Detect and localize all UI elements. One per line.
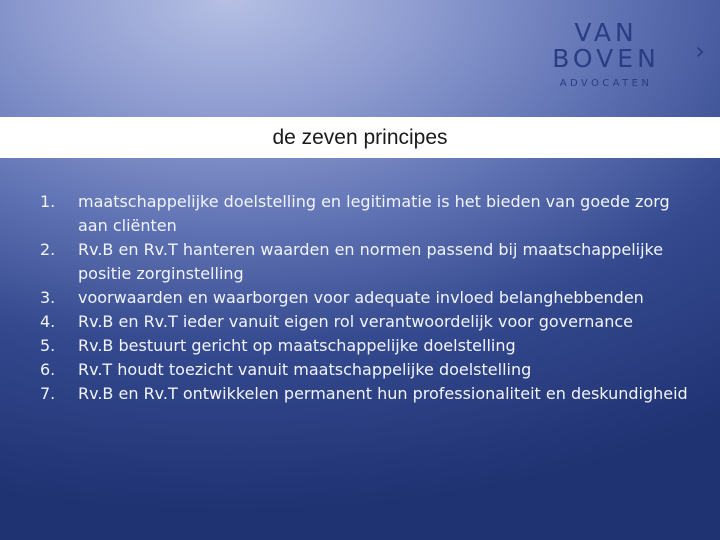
- list-item: [40, 382, 700, 406]
- list-item-number: 5.: [40, 336, 56, 355]
- company-logo: [548, 20, 664, 89]
- list-item-text: Rv.B en Rv.T ieder vanuit eigen rol verantwoordelijk voor governance: [78, 312, 633, 331]
- list-item-number: 2.: [40, 240, 56, 259]
- list-item: [40, 238, 700, 286]
- list-item: [40, 190, 700, 238]
- list-item-number: 6.: [40, 360, 56, 379]
- list-item-number: 1.: [40, 192, 56, 211]
- list-item: [40, 286, 700, 310]
- list-item: [40, 358, 700, 382]
- chevron-right-icon[interactable]: ›: [695, 37, 705, 65]
- list-item-number: 4.: [40, 312, 56, 331]
- list-item-text: maatschappelijke doelstelling en legitimatie is het bieden van goede zorg aan cliënten: [78, 192, 670, 235]
- logo-subtitle: ADVOCATEN: [559, 78, 653, 89]
- list-item-number: 7.: [40, 384, 56, 403]
- list-item-text: Rv.B bestuurt gericht op maatschappelijke doelstelling: [78, 336, 516, 355]
- list-item-number: 3.: [40, 288, 56, 307]
- logo-line-2: BOVEN: [552, 44, 660, 73]
- list-item: [40, 334, 700, 358]
- list-item-text: Rv.B en Rv.T ontwikkelen permanent hun professionaliteit en deskundigheid: [78, 384, 688, 403]
- principles-list: [40, 190, 700, 406]
- list-item-text: Rv.T houdt toezicht vanuit maatschappelijke doelstelling: [78, 360, 532, 379]
- title-band: [0, 117, 720, 158]
- list-item-text: voorwaarden en waarborgen voor adequate invloed belanghebbenden: [78, 288, 644, 307]
- list-item: [40, 310, 700, 334]
- logo-line-1: VAN: [574, 18, 638, 47]
- slide-title: de zeven principes: [272, 126, 448, 149]
- list-item-text: Rv.B en Rv.T hanteren waarden en normen passend bij maatschappelijke positie zorginstelling: [78, 240, 664, 283]
